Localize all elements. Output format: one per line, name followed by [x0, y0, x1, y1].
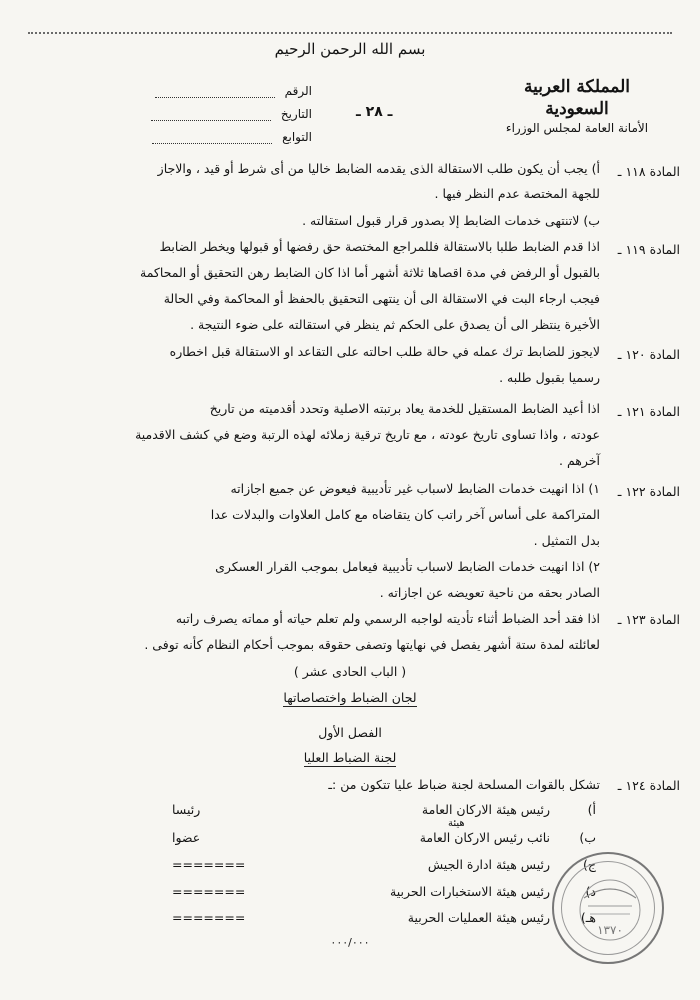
article-121-label: المادة ١٢١ ـ: [617, 404, 680, 419]
member-role: رئيس هيئة ادارة الجيش: [427, 857, 550, 872]
attachments-line: [152, 143, 272, 144]
body-line: فيجب ارجاء البت في الاستقالة الى أن ينتهى التحقيق بالحفظ أو المحاكمة وفي الحالة: [163, 291, 600, 306]
body-line: بدل التمثيل .: [533, 533, 600, 548]
section-title: [0, 750, 700, 765]
article-124-label: المادة ١٢٤ ـ: [617, 778, 680, 793]
committee-intro: تشكل بالقوات المسلحة لجنة ضباط عليا تتكون من :ـ: [328, 777, 600, 792]
body-line: ١) اذا انهيت خدمات الضابط لاسباب غير تأديبية فيعوض عن جميع اجازاته: [230, 481, 600, 496]
part-title: [0, 690, 700, 705]
member-letter: هـ): [580, 910, 596, 925]
member-position: =======: [172, 910, 246, 925]
top-dotted-border: [28, 32, 672, 34]
member-position: رئيسا: [172, 802, 201, 817]
body-line: ب) لاتنتهى خدمات الضابط إلا بصدور قرار قبول استقالته .: [302, 213, 600, 228]
body-line: المتراكمة على أساس آخر راتب كان يتقاضاه مع كامل العلاوات والبدلات عدا: [210, 507, 600, 522]
member-role: رئيس هيئة الاركان العامة: [421, 802, 550, 817]
number-label: الرقم: [284, 84, 312, 98]
article-120-label: المادة ١٢٠ ـ: [617, 347, 680, 362]
number-field: [92, 84, 312, 98]
body-line: اذا قدم الضابط طلبا بالاستقالة فللمراجع المختصة حق رفضها أو قبولها ويخطر الضابط: [159, 239, 600, 254]
body-line: رسميا بقبول طلبه .: [499, 370, 600, 385]
seal-stamp: [552, 852, 664, 964]
body-line: اذا فقد أحد الضباط أثناء تأديته لواجبه الرسمي ولم تعلم حياته أو مماته يصرف راتبه: [175, 611, 600, 626]
body-line: آخرهم .: [559, 453, 600, 468]
attachments-label: التوابع: [282, 130, 312, 144]
secretariat-name: الأمانة العامة لمجلس الوزراء: [505, 121, 649, 135]
kingdom-name: المملكة العربية السعودية: [523, 77, 631, 119]
member-letter: ب): [579, 830, 596, 845]
seal-year: ١٣٧٠: [597, 923, 623, 937]
section-heading: الفصل الأول: [318, 725, 382, 740]
article-118-label: المادة ١١٨ ـ: [617, 164, 680, 179]
seal-graphic: [554, 854, 666, 966]
member-role: رئيس هيئة العمليات الحربية: [407, 910, 550, 925]
body-line: أ) يجب أن يكون طلب الاستقالة الذى يقدمه الضابط خاليا من أى شرط أو قيد ، والاجاز: [157, 161, 600, 176]
article-122-label: المادة ١٢٢ ـ: [617, 484, 680, 499]
member-letter: د): [585, 884, 596, 899]
body-line: بالقبول أو الرفض في مدة اقصاها ثلاثة أشهر أما اذا كان الضابط رهن التحقيق أو المحاكمة: [140, 265, 600, 280]
body-line: اذا أعيد الضابط المستقيل للخدمة يعاد برتبته الاصلية وتحدد أقدميته من تاريخ: [209, 401, 600, 416]
member-position: =======: [172, 857, 246, 872]
article-119-label: المادة ١١٩ ـ: [617, 242, 680, 257]
body-line: الأخيرة ينتظر الى أن يصدق على الحكم ثم ينظر في استقالته على ضوء النتيجة .: [190, 317, 600, 332]
attachments-field: [92, 130, 312, 144]
member-position: =======: [172, 884, 246, 899]
body-line: ٢) اذا انهيت خدمات الضابط لاسباب تأديبية فيعامل بموجب القرار العسكرى: [215, 559, 600, 574]
body-line: الصادر بحقه من ناحية تعويضه عن اجازاته .: [379, 585, 600, 600]
member-position: عضوا: [172, 830, 201, 845]
body-line: للجهة المختصة عدم النظر فيها .: [434, 186, 600, 201]
member-letter: أ): [587, 802, 596, 817]
date-line: [151, 120, 271, 121]
article-123-label: المادة ١٢٣ ـ: [617, 612, 680, 627]
page-footer: ٠٠٠/٠٠٠: [330, 936, 370, 949]
basmala: بسم الله الرحمن الرحيم: [274, 40, 426, 58]
member-role: نائب رئيس الاركان العامة: [419, 830, 550, 845]
body-line: لعائلته لمدة ستة أشهر يفصل في نهايتها وتصفى حقوقه بموجب أحكام النظام كأنه توفى .: [144, 637, 600, 652]
number-line: [155, 97, 275, 98]
member-letter: ج): [583, 857, 596, 872]
date-label: التاريخ: [280, 107, 312, 121]
section-title-text: لجنة الضباط العليا: [303, 750, 397, 765]
body-line: عودته ، واذا تساوى تاريخ عودته ، مع تاريخ ترقية زملائه لهذه الرتبة وضع في كشف الاقدمية: [135, 427, 600, 442]
date-field: [92, 107, 312, 121]
part-heading: ( الباب الحادى عشر ): [293, 664, 407, 679]
member-role: رئيس هيئة الاستخبارات الحربية: [390, 884, 550, 899]
page-number: ـ ٢٨ ـ: [356, 104, 393, 120]
handwritten-annotation: هيئة: [448, 818, 465, 829]
body-line: لايجوز للضابط ترك عمله في حالة طلب احالته على التقاعد او الاستقالة قبل اخطاره: [169, 344, 600, 359]
letterhead: [492, 76, 662, 136]
part-title-text: لجان الضباط واختصاصاتها: [283, 690, 417, 705]
